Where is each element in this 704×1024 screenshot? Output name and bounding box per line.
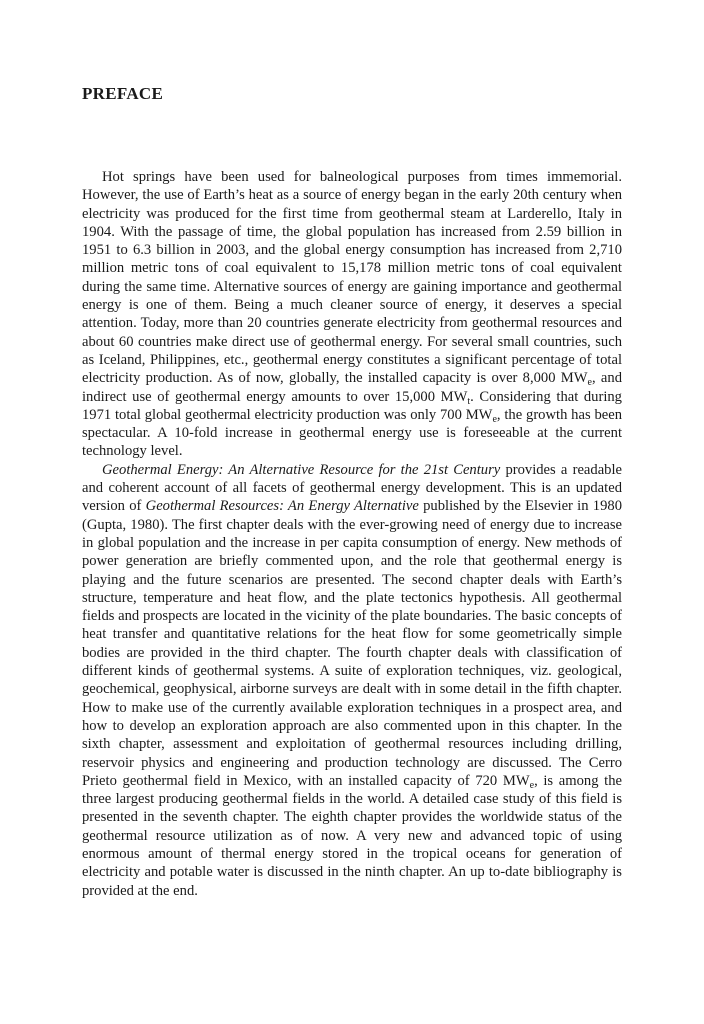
subscript-e: e <box>529 779 535 791</box>
paragraph-1-text-2: , and indirect use of geothermal energy amounts to over 15,000 MW <box>82 370 622 405</box>
paragraph-1-text-4: , the growth has been spectacular. A 10-fold increase in geothermal energy use is foreseeable at the current technology level. <box>82 406 622 460</box>
book-title-italic: Geothermal Energy: An Alternative Resource for the 21st Century <box>102 461 501 478</box>
paragraph-1-text-3: . Considering that during 1971 total global geothermal electricity production was only 700 MW <box>82 388 622 423</box>
paragraph-2 <box>82 461 622 900</box>
page-title: PREFACE <box>82 84 164 103</box>
subscript-e: e <box>587 377 592 389</box>
paragraph-2-text-1: provides a readable and coherent account of all facets of geothermal energy development. This is an updated version of <box>82 461 622 515</box>
paragraph-1 <box>82 168 622 461</box>
paragraph-2-text-2: published by the Elsevier in 1980 (Gupta, 1980). The first chapter deals with the ever-growing need of energy due to increase in global population and the increase in per capita consumption of energy. New methods of power generation are briefly commented upon, and the role that geothermal energy is playing and the future scenarios are presented. The second chapter deals with Earth’s structure, temperature and heat flow, and the plate tectonics hypothesis. All geothermal fields and prospects are located in the vicinity of the plate boundaries. The basic concepts of heat transfer and quantitative relations for the heat flow for some geometrically simple bodies are provided in the third chapter. The fourth chapter deals with classification of different kinds of geothermal systems. A suite of exploration techniques, viz. geological, geochemical, geophysical, airborne surveys are dealt with in some detail in the fifth chapter. How to make use of the currently available exploration techniques in a prospect area, and how to develop an exploration approach are also commented upon in this chapter. In the sixth chapter, assessment and exploitation of geothermal resources including drilling, reservoir physics and engineering and production technology are discussed. The Cerro Prieto geothermal field in Mexico, with an installed capacity of 720 MW <box>82 498 622 789</box>
previous-book-title-italic: Geothermal Resources: An Energy Alternative <box>145 498 419 515</box>
subscript-e: e <box>492 413 497 425</box>
subscript-t: t <box>467 395 471 407</box>
paragraph-1-text-1: Hot springs have been used for balneological purposes from times immemorial. However, the use of Earth’s heat as a source of energy began in the early 20th century when electricity was produced for the first time from geothermal steam at Larderello, Italy in 1904. With the passage of time, the global population has increased from 2.59 billion in 1951 to 6.3 billion in 2003, and the global energy consumption has increased from 2,710 million metric tons of coal equivalent to 15,178 million metric tons of coal equivalent during the same time. Alternative sources of energy are gaining importance and geothermal energy is one of them. Being a much cleaner source of energy, it deserves a special attention. Today, more than 20 countries generate electricity from geothermal resources and about 60 countries make direct use of geothermal energy. For several small countries, such as Iceland, Philippines, etc., geothermal energy constitutes a significant percentage of total electricity production. As of now, globally, the installed capacity is over 8,000 MW <box>82 169 622 387</box>
paragraph-2-text-3: , is among the three largest producing geothermal fields in the world. A detailed case study of this field is presented in the seventh chapter. The eighth chapter provides the worldwide status of the geothermal resource utilization as of now. A very new and advanced topic of using enormous amount of thermal energy stored in the tropical oceans for generation of electricity and potable water is discussed in the ninth chapter. An up to-date bibliography is provided at the end. <box>82 772 622 899</box>
preface-body <box>82 168 622 900</box>
